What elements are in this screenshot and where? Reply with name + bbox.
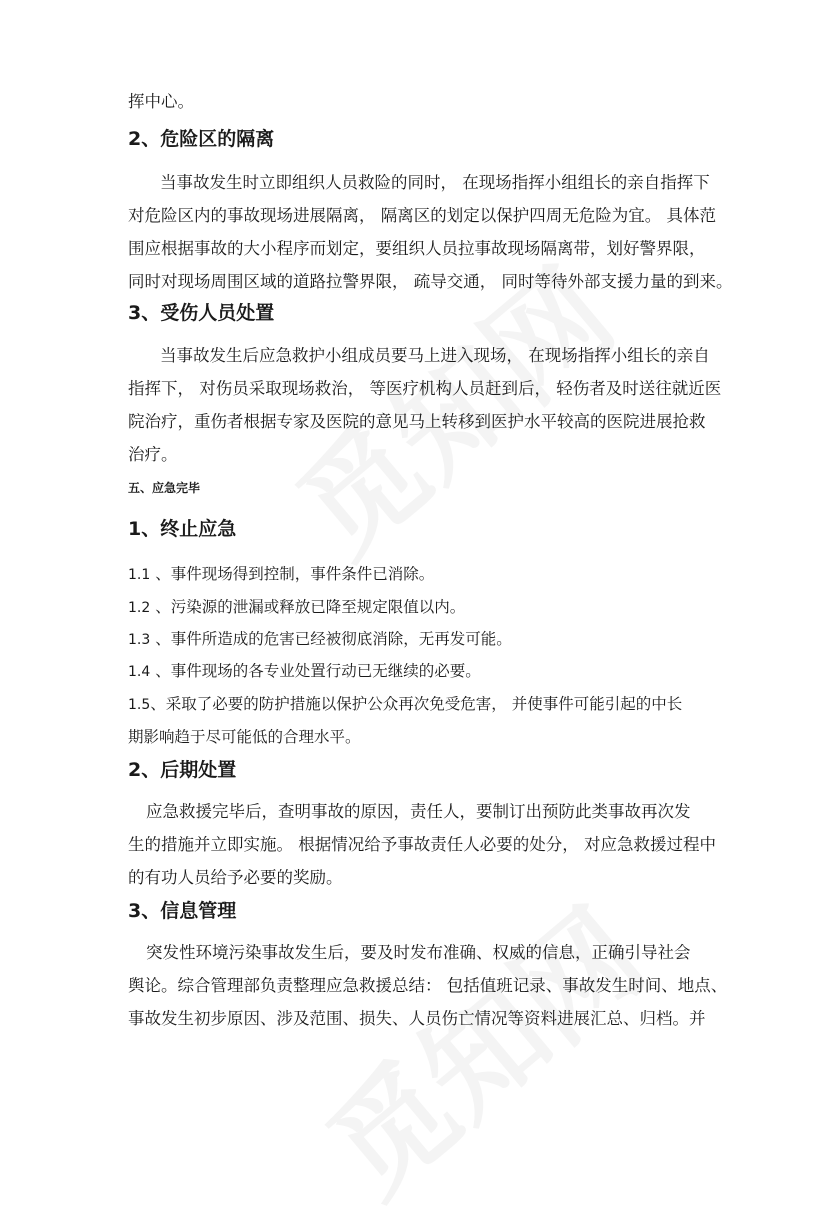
list-item (128, 694, 682, 715)
paragraph-line: 治疗。 (128, 445, 178, 464)
paragraph-line: 当事故发生后应急救护小组成员要马上进入现场， 在现场指挥小组长的亲自 (160, 346, 710, 365)
paragraph-line: 围应根据事故的大小程序而划定，要组织人员拉事故现场隔离带，划好警界限， (128, 239, 706, 258)
list-item (128, 564, 434, 585)
item-number: 1.5 (128, 697, 151, 713)
paragraph-line: 同时对现场周围区域的道路拉警界限， 疏导交通， 同时等待外部支援力量的到来。 (128, 272, 733, 291)
section-heading-injured: 3、受伤人员处置 (128, 302, 275, 324)
item-text: 、事件所造成的危害已经被彻底消除，无再发可能。 (150, 630, 512, 648)
paragraph-line: 突发性环境污染事故发生后，要及时发布准确、权威的信息，正确引导社会 (146, 943, 691, 962)
section-heading-isolation: 2、危险区的隔离 (128, 128, 275, 150)
paragraph-line: 当事故发生时立即组织人员救险的同时， 在现场指挥小组组长的亲自指挥下 (160, 173, 710, 192)
paragraph-line: 应急救援完毕后，查明事故的原因，责任人，要制订出预防此类事故再次发 (146, 802, 691, 821)
section-heading-aftermath: 2、后期处置 (128, 759, 237, 781)
paragraph-line: 事故发生初步原因、涉及范围、损失、人员伤亡情况等资料进展汇总、归档。并 (128, 1009, 706, 1028)
section-heading-info: 3、信息管理 (128, 900, 237, 922)
part-heading: 五、应急完毕 (128, 481, 201, 495)
item-number: 1.4 (128, 664, 151, 680)
paragraph-line: 的有功人员给予必要的奖励。 (128, 868, 343, 887)
paragraph-line: 对危险区内的事故现场进展隔离， 隔离区的划定以保护四周无危险为宜。 具体范 (128, 206, 716, 225)
item-number: 1.2 (128, 600, 151, 616)
item-number: 1.1 (128, 567, 151, 583)
paragraph-line: 生的措施并立即实施。 根据情况给予事故责任人必要的处分， 对应急救援过程中 (128, 835, 716, 854)
paragraph-line: 院治疗，重伤者根据专家及医院的意见马上转移到医护水平较高的医院进展抢救 (128, 412, 706, 431)
item-text: 、污染源的泄漏或释放已降至规定限值以内。 (150, 598, 466, 616)
paragraph-line: 舆论。综合管理部负责整理应急救援总结： 包括值班记录、事故发生时间、地点、 (128, 976, 728, 995)
paragraph-line: 挥中心。 (128, 92, 194, 111)
list-item (128, 661, 481, 682)
item-text: 、事件现场得到控制，事件条件已消除。 (150, 565, 435, 583)
item-number: 1.3 (128, 632, 151, 648)
list-item (128, 597, 465, 618)
watermark (287, 864, 673, 1227)
item-text: 、事件现场的各专业处置行动已无继续的必要。 (150, 662, 481, 680)
list-item-continuation: 期影响趋于尽可能低的合理水平。 (128, 728, 361, 746)
list-item (128, 629, 512, 650)
paragraph-line: 指挥下， 对伤员采取现场救治， 等医疗机构人员赶到后， 轻伤者及时送往就近医 (128, 379, 722, 398)
section-heading-terminate: 1、终止应急 (128, 518, 237, 540)
item-text: 、采取了必要的防护措施以保护公众再次免受危害， 并使事件可能引起的中长 (150, 695, 683, 713)
